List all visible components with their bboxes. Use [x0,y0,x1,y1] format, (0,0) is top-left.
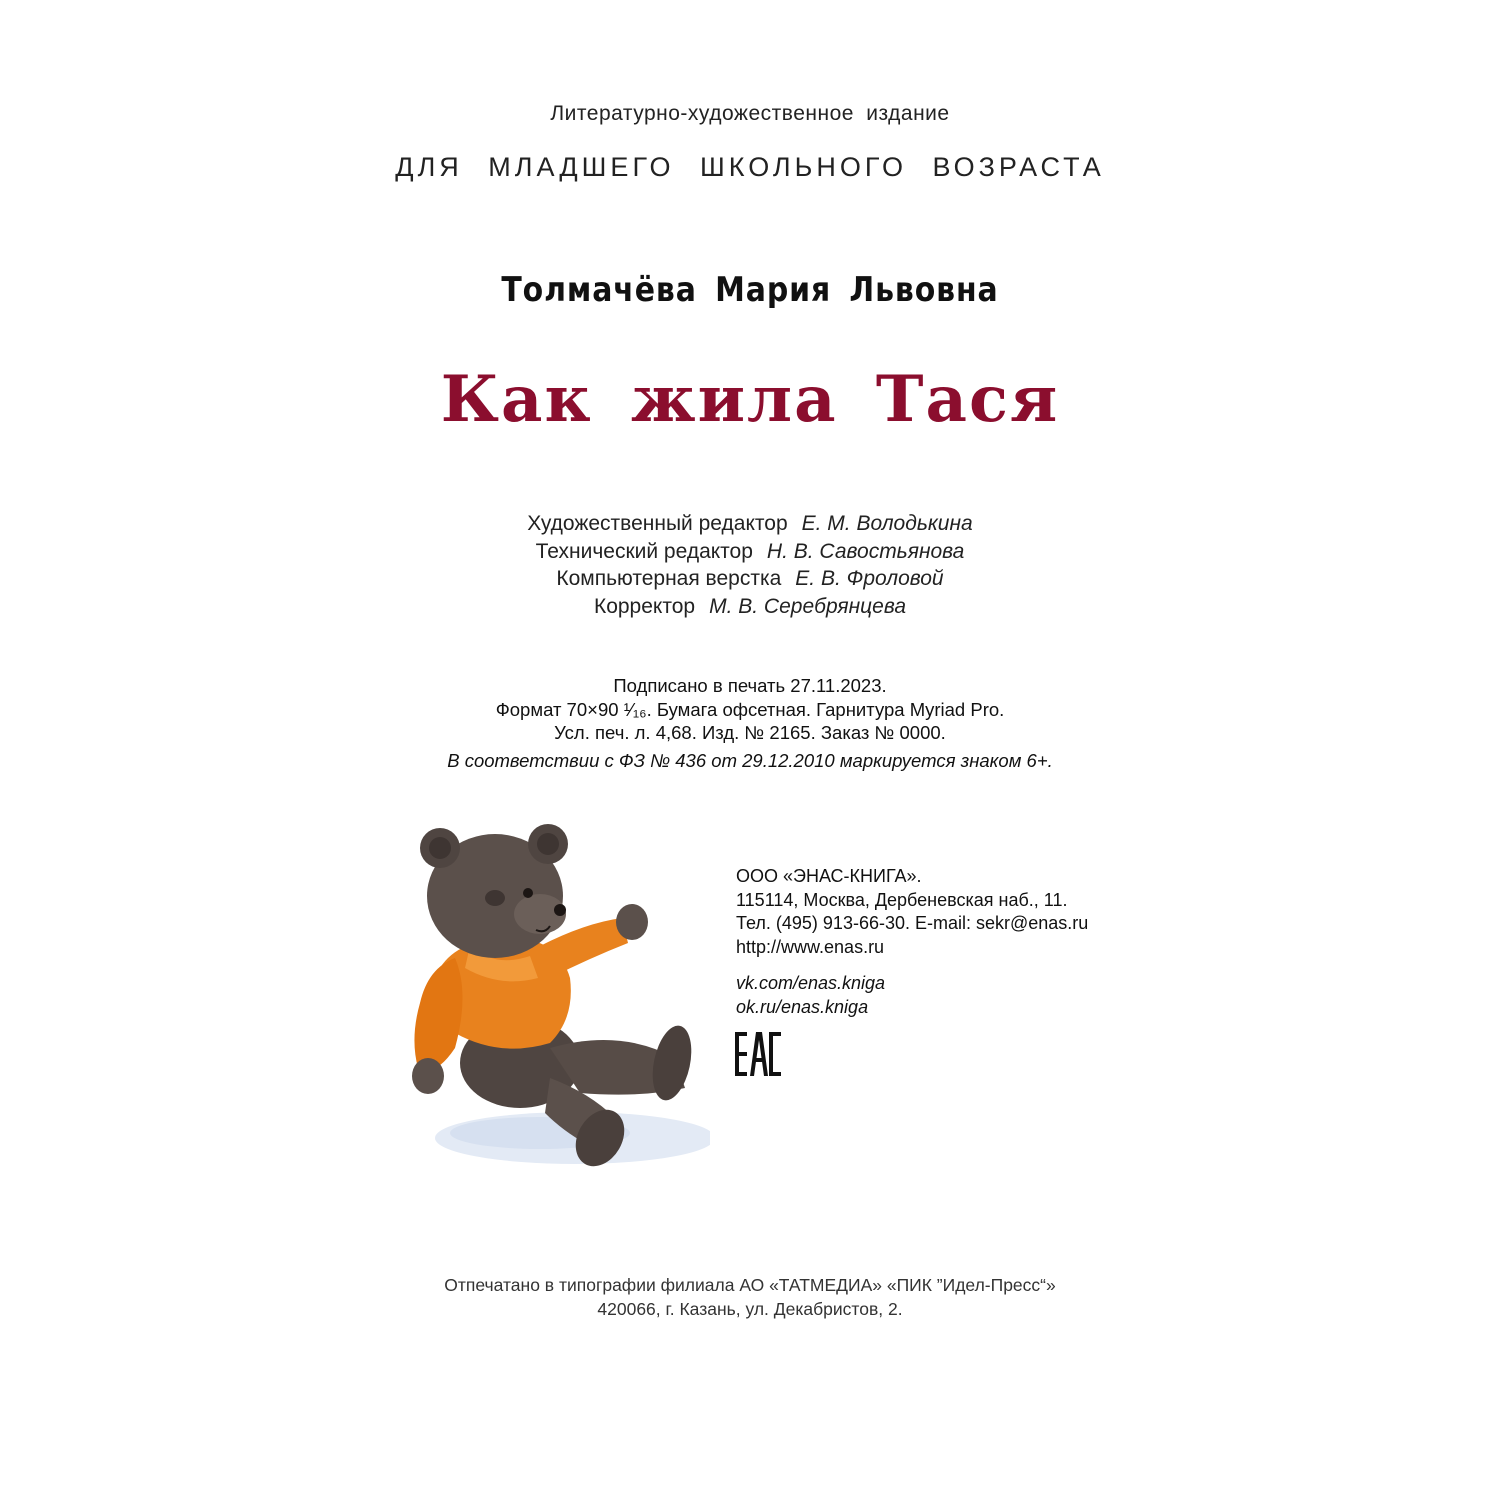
printer-line-1: Отпечатано в типографии филиала АО «ТАТМЕДИА» «ПИК ”Идел-Пресс“» [444,1275,1056,1295]
printer-line-2: 420066, г. Казань, ул. Декабристов, 2. [597,1299,903,1319]
social-ok: ok.ru/enas.kniga [736,996,869,1017]
credit-proofreader [0,593,1500,621]
publisher-address: 115114, Москва, Дербеневская наб., 11. [736,889,1068,910]
author-name: Толмачёва Мария Львовна [501,270,999,310]
edition-type: Литературно-художественное издание [550,102,950,125]
publisher-contacts: Тел. (495) 913-66-30. E-mail: sekr@enas.ru [736,913,1089,933]
printer-info [0,1273,1500,1321]
eac-mark-icon [735,1032,781,1076]
print-info [0,674,1500,772]
publisher-website: http://www.enas.ru [736,936,885,957]
teddy-bear-illustration [400,818,710,1178]
credit-person: М. В. Серебрянцева [709,594,907,618]
credit-role: Корректор [593,594,696,618]
publisher-info [736,865,1088,959]
social-vk: vk.com/enas.kniga [736,973,886,993]
print-signed: Подписано в печать 27.11.2023. [613,675,887,696]
book-title: Как жила Тася [440,362,1060,437]
age-group: ДЛЯ МЛАДШЕГО ШКОЛЬНОГО ВОЗРАСТА [395,152,1105,182]
publisher-name: ООО «ЭНАС-КНИГА». [736,866,922,886]
credit-tech-editor [0,538,1500,566]
credits-block [0,510,1500,620]
credit-person: Е. М. Володькина [801,512,973,535]
credit-person: Н. В. Савостьянова [766,539,965,563]
print-law: В соответствии с ФЗ № 436 от 29.12.2010 маркируется знаком 6+. [447,749,1053,771]
credit-role: Художественный редактор [527,512,788,535]
credit-role: Компьютерная верстка [556,567,782,590]
social-links [736,972,885,1019]
credit-role: Технический редактор [535,539,753,563]
credit-art-editor [0,510,1500,538]
print-format: Формат 70×90 ¹⁄₁₆. Бумага офсетная. Гарнитура Myriad Pro. [495,698,1005,720]
print-sheets: Усл. печ. л. 4,68. Изд. № 2165. Заказ № 0000. [554,722,946,743]
credit-person: Е. В. Фроловой [795,567,944,590]
credit-layout [0,565,1500,593]
